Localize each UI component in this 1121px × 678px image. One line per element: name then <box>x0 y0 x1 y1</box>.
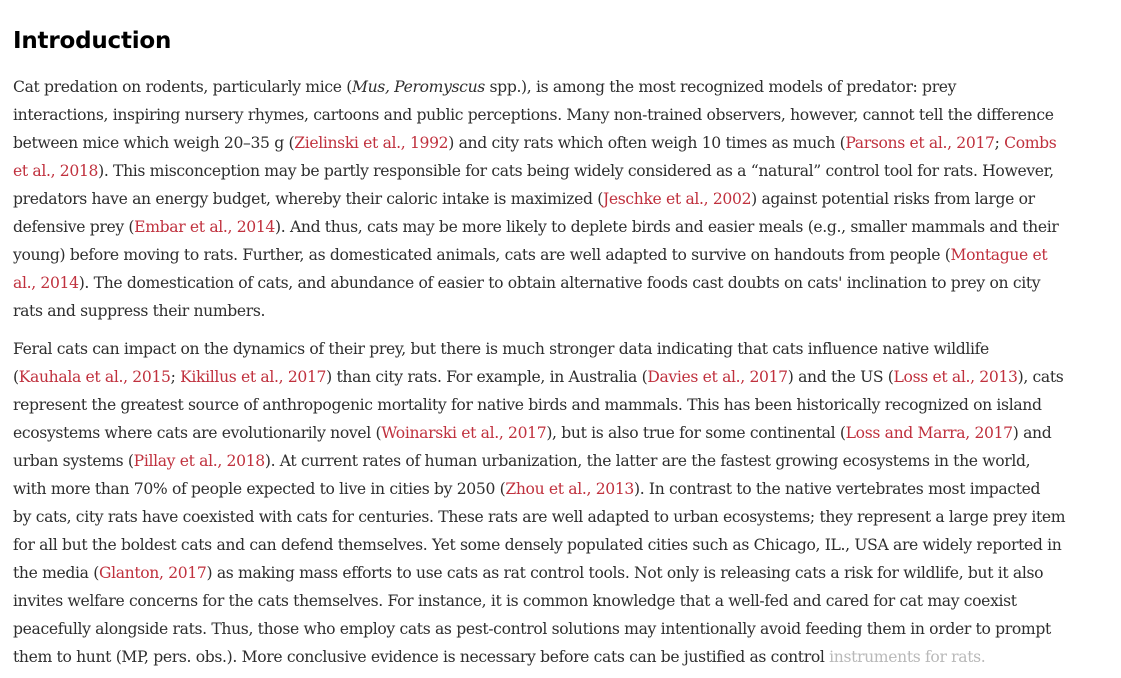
faded-text-segment: instruments for rats. <box>829 648 986 666</box>
citation-link-montague-2014[interactable]: Montague et <box>950 246 1048 264</box>
citation-link-pillay-2018[interactable]: Pillay et al., 2018 <box>133 452 265 470</box>
text-segment: Cat predation on rodents, particularly mice ( <box>13 78 352 96</box>
text-segment: them to hunt (MP, pers. obs.). More conclusive evidence is necessary before cats can be justified as control <box>13 648 830 666</box>
text-line <box>13 213 1058 241</box>
citation-link-kikillus-2017[interactable]: Kikillus et al., 2017 <box>180 368 327 386</box>
text-segment: ) and <box>1012 424 1052 442</box>
text-line <box>13 559 1065 587</box>
text-line <box>13 129 1058 157</box>
text-line <box>13 363 1065 391</box>
text-segment: ). In contrast to the native vertebrates most impacted <box>633 480 1041 498</box>
citation-link-zhou-2013[interactable]: Zhou et al., 2013 <box>505 480 634 498</box>
text-line <box>13 335 1065 363</box>
text-segment: ) as making mass efforts to use cats as rat control tools. Not only is releasing cats a risk for wildlife, but it also <box>206 564 1044 582</box>
citation-link-woinarski-2017[interactable]: Woinarski et al., 2017 <box>381 424 547 442</box>
citation-link-combs-2018[interactable]: et al., 2018 <box>13 162 99 180</box>
text-segment: defensive prey ( <box>13 218 135 236</box>
text-segment: ) and city rats which often weigh 10 times as much ( <box>448 134 846 152</box>
text-line <box>13 185 1058 213</box>
text-line <box>13 475 1065 503</box>
citation-link-kauhala-2015[interactable]: Kauhala et al., 2015 <box>18 368 171 386</box>
text-segment: ; <box>994 134 1005 152</box>
text-segment: spp.), is among the most recognized models of predator: prey <box>484 78 957 96</box>
citation-link-glanton-2017[interactable]: Glanton, 2017 <box>98 564 207 582</box>
text-line <box>13 297 1058 325</box>
text-line <box>13 101 1058 129</box>
text-segment: ), but is also true for some continental ( <box>546 424 846 442</box>
text-segment: ; <box>170 368 181 386</box>
text-line <box>13 419 1065 447</box>
text-segment: ecosystems where cats are evolutionarily novel ( <box>13 424 382 442</box>
text-segment: rats and suppress their numbers. <box>13 302 266 320</box>
text-line <box>13 531 1065 559</box>
citation-link-parsons-2017[interactable]: Parsons et al., 2017 <box>845 134 995 152</box>
citation-link-montague-2014[interactable]: al., 2014 <box>13 274 79 292</box>
citation-link-jeschke-2002[interactable]: Jeschke et al., 2002 <box>602 190 752 208</box>
text-segment: ). And thus, cats may be more likely to deplete birds and easier meals (e.g., smaller mammals and their <box>275 218 1059 236</box>
text-segment: ( <box>13 368 19 386</box>
text-line <box>13 615 1065 643</box>
text-segment: for all but the boldest cats and can defend themselves. Yet some densely populated cities such as Chicago, IL., USA are widely reported in <box>13 536 1062 554</box>
text-line <box>13 157 1058 185</box>
text-line <box>13 269 1058 297</box>
paragraph-2 <box>13 335 1065 671</box>
text-segment: ). At current rates of human urbanization, the latter are the fastest growing ecosystems in the world, <box>264 452 1031 470</box>
text-segment: ) and the US ( <box>787 368 894 386</box>
paragraph-1 <box>13 73 1058 325</box>
text-segment: represent the greatest source of anthropogenic mortality for native birds and mammals. This has been historically recognized on island <box>13 396 1042 414</box>
text-line <box>13 587 1065 615</box>
citation-link-embar-2014[interactable]: Embar et al., 2014 <box>134 218 276 236</box>
text-segment: ) than city rats. For example, in Australia ( <box>326 368 648 386</box>
citation-link-combs-2018[interactable]: Combs <box>1004 134 1057 152</box>
text-segment: young) before moving to rats. Further, as domesticated animals, cats are well adapted to survive on handouts from people ( <box>13 246 951 264</box>
text-segment: ), cats <box>1017 368 1064 386</box>
citation-link-davies-2017[interactable]: Davies et al., 2017 <box>647 368 788 386</box>
section-heading: Introduction <box>13 28 172 54</box>
text-line <box>13 503 1065 531</box>
text-line <box>13 643 1065 671</box>
text-line <box>13 447 1065 475</box>
text-segment: ). The domestication of cats, and abundance of easier to obtain alternative foods cast doubts on cats' inclination to prey on city <box>78 274 1041 292</box>
text-line <box>13 73 1058 101</box>
citation-link-loss-2013[interactable]: Loss et al., 2013 <box>893 368 1018 386</box>
text-segment: invites welfare concerns for the cats themselves. For instance, it is common knowledge that a well-fed and cared for cat may coexist <box>13 592 1017 610</box>
text-segment: urban systems ( <box>13 452 134 470</box>
text-segment: between mice which weigh 20–35 g ( <box>13 134 295 152</box>
text-segment: peacefully alongside rats. Thus, those who employ cats as pest-control solutions may intentionally avoid feeding them in order to prompt <box>13 620 1051 638</box>
text-segment: with more than 70% of people expected to live in cities by 2050 ( <box>13 480 506 498</box>
text-line <box>13 241 1058 269</box>
text-segment: interactions, inspiring nursery rhymes, cartoons and public perceptions. Many non-trained observers, however, cannot tell the difference <box>13 106 1054 124</box>
citation-link-loss-marra-2017[interactable]: Loss and Marra, 2017 <box>845 424 1013 442</box>
text-segment: predators have an energy budget, whereby their caloric intake is maximized ( <box>13 190 603 208</box>
text-segment: Feral cats can impact on the dynamics of their prey, but there is much stronger data indicating that cats influence native wildlife <box>13 340 989 358</box>
species-name: Mus, Peromyscus <box>352 78 485 96</box>
text-segment: by cats, city rats have coexisted with cats for centuries. These rats are well adapted to urban ecosystems; they represent a large prey item <box>13 508 1066 526</box>
text-segment: ). This misconception may be partly responsible for cats being widely considered as a “natural” control tool for rats. However, <box>98 162 1054 180</box>
text-line <box>13 391 1065 419</box>
text-segment: ) against potential risks from large or <box>751 190 1035 208</box>
text-segment: the media ( <box>13 564 99 582</box>
citation-link-zielinski-1992[interactable]: Zielinski et al., 1992 <box>294 134 449 152</box>
